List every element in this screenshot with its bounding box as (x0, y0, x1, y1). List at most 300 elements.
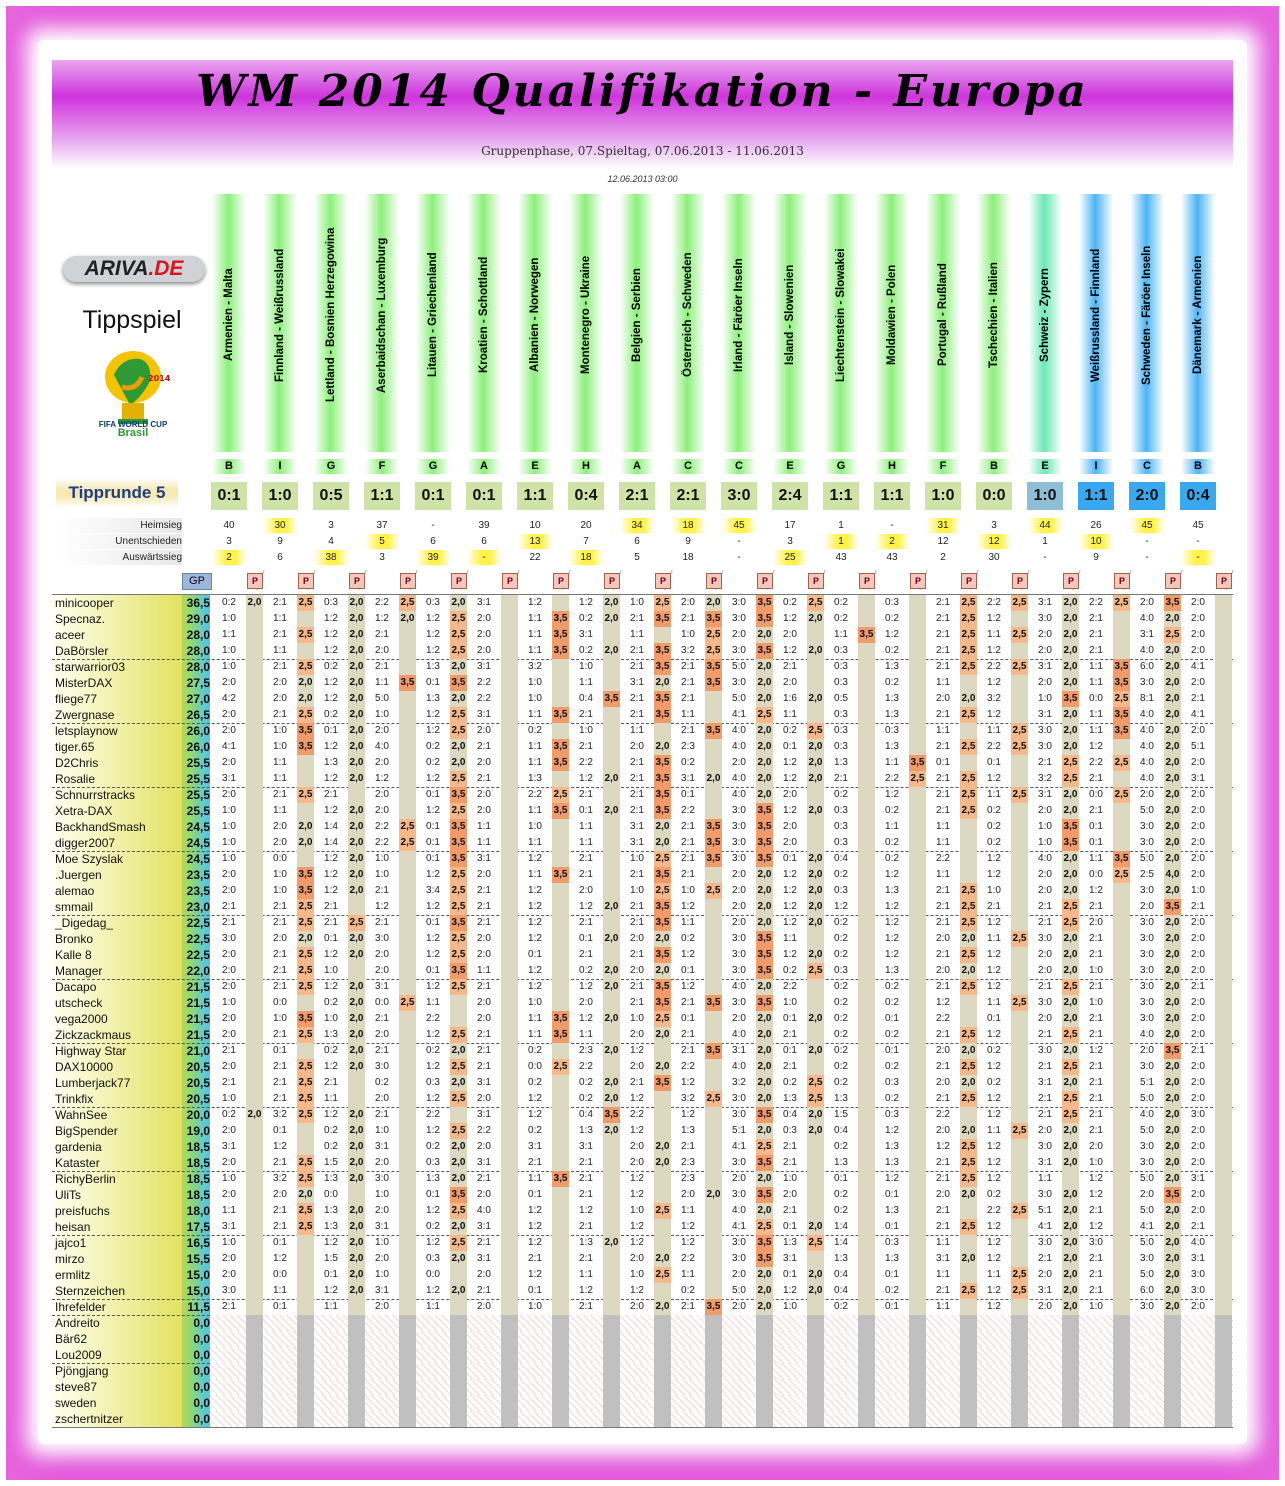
match-stat: 17 (784, 520, 796, 531)
points-header[interactable]: P (1165, 573, 1181, 589)
tip-cell (671, 1299, 722, 1315)
tip-value: 0:2 (987, 837, 1001, 848)
tip-points: 2,0 (1062, 627, 1079, 643)
points-header[interactable]: P (808, 573, 824, 589)
tip-value: 2:1 (1038, 1093, 1052, 1104)
points-header[interactable]: P (400, 573, 416, 589)
tip-points: 2,5 (960, 611, 977, 627)
table-row[interactable] (52, 1011, 1233, 1027)
player-name[interactable]: heisan (55, 1220, 91, 1234)
table-row[interactable] (52, 1171, 1233, 1187)
table-row[interactable] (52, 1395, 1233, 1411)
tip-points (297, 1235, 314, 1251)
tip-points: 2,0 (450, 595, 467, 611)
player-name[interactable]: BigSpender (55, 1124, 118, 1138)
player-name[interactable]: zschertnitzer (55, 1412, 124, 1426)
table-row[interactable] (52, 1203, 1233, 1219)
match-stat: 22 (529, 552, 541, 563)
player-name[interactable]: letsplaynow (55, 724, 118, 738)
tip-cell (212, 899, 263, 915)
table-row[interactable] (52, 1027, 1233, 1044)
tip-cell (722, 707, 773, 723)
table-row[interactable] (52, 819, 1233, 835)
gp-header[interactable]: GP (182, 573, 212, 590)
tip-cell (926, 1155, 977, 1171)
player-name[interactable]: Dacapo (55, 980, 97, 994)
player-name[interactable]: Trinkfix (55, 1092, 94, 1106)
tip-points: 3,5 (552, 803, 569, 819)
tip-value: 0:2 (885, 981, 899, 992)
player-name[interactable]: Rosalie (55, 772, 96, 786)
match-name[interactable]: Litauen - Griechenland (427, 252, 439, 378)
tip-cell (620, 643, 671, 659)
points-header[interactable]: P (1216, 573, 1232, 589)
tip-points (909, 995, 926, 1011)
tip-cell (722, 947, 773, 963)
points-header[interactable]: P (1114, 573, 1130, 589)
table-row[interactable] (52, 1331, 1233, 1347)
table-row[interactable] (52, 1363, 1233, 1379)
match-name[interactable]: Schweiz - Zypern (1039, 268, 1051, 362)
tip-points (246, 1171, 263, 1187)
table-row[interactable] (52, 707, 1233, 724)
points-header[interactable]: P (247, 573, 263, 589)
table-row[interactable] (52, 1299, 1233, 1316)
tip-points: 2,5 (654, 1011, 671, 1027)
tip-cell (620, 611, 671, 627)
tip-value: 1:1 (579, 1029, 593, 1040)
tip-cell (416, 627, 467, 643)
player-name[interactable]: UliTs (55, 1188, 81, 1202)
player-name[interactable]: Manager (55, 964, 103, 978)
points-header[interactable]: P (706, 573, 722, 589)
tip-points (246, 707, 263, 723)
tip-points (705, 1171, 722, 1187)
cup-caption-line2: Brasil (117, 427, 149, 439)
table-row[interactable] (52, 723, 1233, 739)
tip-points (501, 1139, 518, 1155)
match-name[interactable]: Belgien - Serbien (631, 268, 643, 362)
tip-cell (365, 931, 416, 947)
player-name[interactable]: jajco1 (55, 1236, 87, 1250)
match-name[interactable]: Moldawien - Polen (886, 264, 898, 366)
player-name[interactable]: Bär62 (55, 1332, 88, 1346)
tip-value: 0:3 (834, 677, 848, 688)
table-row[interactable] (52, 787, 1233, 803)
tip-value: 0:2 (885, 837, 899, 848)
player-name[interactable]: .Juergen (55, 868, 102, 882)
tip-cell (824, 1011, 875, 1027)
tip-cell (263, 995, 314, 1011)
tip-points (858, 739, 875, 755)
tip-points (909, 611, 926, 627)
tip-value: 1:1 (579, 821, 593, 832)
tip-points: 2,0 (1062, 867, 1079, 883)
player-name[interactable]: Xetra-DAX (55, 804, 113, 818)
tip-cell (569, 1043, 620, 1059)
player-name[interactable]: utscheck (55, 996, 103, 1010)
tip-value: 8:1 (1140, 693, 1154, 704)
tip-cell (263, 723, 314, 739)
player-name[interactable]: Bronko (55, 932, 94, 946)
player-name[interactable]: steve87 (55, 1380, 98, 1394)
table-row[interactable] (52, 835, 1233, 852)
tip-cell (212, 1283, 263, 1299)
match-name[interactable]: Armenien - Malta (223, 268, 235, 362)
table-row[interactable] (52, 1315, 1233, 1331)
tip-value: 2:2 (987, 741, 1001, 752)
tip-cell (569, 611, 620, 627)
table-row[interactable] (52, 739, 1233, 755)
player-name[interactable]: Pjöngjang (55, 1364, 109, 1378)
match-stat: 43 (835, 552, 847, 563)
player-name[interactable]: minicooper (55, 596, 114, 610)
table-row[interactable] (52, 675, 1233, 691)
tip-value: 2:1 (936, 1061, 950, 1072)
tip-cell (977, 771, 1028, 787)
tip-points (858, 1043, 875, 1059)
tip-cell (416, 995, 467, 1011)
table-row[interactable] (52, 1059, 1233, 1075)
table-row[interactable] (52, 1075, 1233, 1091)
player-name[interactable]: Highway Star (55, 1044, 127, 1058)
player-name[interactable]: fliege77 (55, 692, 98, 706)
table-row[interactable] (52, 803, 1233, 819)
tip-cell (824, 1267, 875, 1283)
tip-value: 2:0 (1191, 1141, 1205, 1152)
tip-value: 1:0 (222, 853, 236, 864)
table-row[interactable] (52, 611, 1233, 627)
player-name[interactable]: Andreito (55, 1316, 100, 1330)
tip-points (246, 1027, 263, 1043)
table-row[interactable] (52, 1283, 1233, 1300)
tip-cell (773, 1027, 824, 1043)
player-name[interactable]: D2Chris (55, 756, 99, 770)
player-points: 22,0 (186, 964, 210, 978)
points-header[interactable]: P (910, 573, 926, 589)
player-name[interactable]: BackhandSmash (55, 820, 146, 834)
tip-points (858, 675, 875, 691)
table-row[interactable] (52, 1043, 1233, 1059)
tip-value: 1:2 (783, 885, 797, 896)
table-row[interactable] (52, 899, 1233, 916)
player-name[interactable]: DAX10000 (55, 1060, 114, 1074)
tip-points (1113, 1059, 1130, 1075)
tip-cell (518, 1283, 569, 1299)
player-name[interactable]: Lumberjack77 (55, 1076, 131, 1090)
points-header[interactable]: P (553, 573, 569, 589)
tip-cell (365, 1187, 416, 1203)
tip-points (960, 1107, 977, 1123)
player-name[interactable]: Zickzackmaus (55, 1028, 132, 1042)
table-row[interactable] (52, 755, 1233, 771)
ariva-logo[interactable] (63, 256, 205, 282)
tip-cell (671, 739, 722, 755)
table-row[interactable] (52, 867, 1233, 883)
tip-points: 3,5 (552, 611, 569, 627)
table-row[interactable] (52, 643, 1233, 660)
player-name[interactable]: Schnurrstracks (55, 788, 136, 802)
tip-points: 2,0 (450, 1075, 467, 1091)
tip-points: 2,0 (348, 1059, 365, 1075)
match-stat: 43 (886, 552, 898, 563)
table-row[interactable] (52, 1347, 1233, 1364)
tip-cell (824, 899, 875, 915)
tip-value: 1:0 (375, 1269, 389, 1280)
match-name[interactable]: Irland - Färöer Inseln (733, 258, 745, 372)
match-name[interactable]: Montenegro - Ukraine (580, 255, 592, 375)
tip-value: 3:0 (1038, 1141, 1052, 1152)
tip-cell (365, 627, 416, 643)
tip-value: 1:0 (630, 597, 644, 608)
table-row[interactable] (52, 851, 1233, 867)
player-name[interactable]: Kataster (55, 1156, 100, 1170)
player-name[interactable]: _Digedag_ (55, 916, 114, 930)
table-row[interactable] (52, 1219, 1233, 1236)
match-name[interactable]: Portugal - Rußland (937, 263, 949, 367)
tip-points: 2,0 (1062, 787, 1079, 803)
tip-points: 2,0 (1164, 1107, 1181, 1123)
player-name[interactable]: preisfuchs (55, 1204, 110, 1218)
tip-value: 2:1 (630, 869, 644, 880)
tip-cell (722, 819, 773, 835)
match-name[interactable]: Dänemark - Armenien (1192, 255, 1204, 375)
tip-points (705, 691, 722, 707)
table-row[interactable] (52, 1139, 1233, 1155)
match-name[interactable]: Weißrussland - Finnland (1090, 248, 1102, 382)
match-name[interactable]: Kroatien - Schottland (478, 256, 490, 374)
tip-cell (263, 1171, 314, 1187)
tip-cell (467, 1043, 518, 1059)
match-name[interactable]: Albanien - Norwegen (529, 257, 541, 373)
tip-points (807, 627, 824, 643)
table-row[interactable] (52, 771, 1233, 788)
tip-points: 2,0 (348, 1027, 365, 1043)
tip-value: 4:2 (222, 693, 236, 704)
table-row[interactable] (52, 595, 1233, 611)
tip-points (501, 611, 518, 627)
tip-points: 2,0 (348, 675, 365, 691)
tip-cell (722, 787, 773, 803)
empty-points-cell (858, 1315, 875, 1331)
points-header[interactable]: P (298, 573, 314, 589)
tip-cell (926, 1043, 977, 1059)
empty-points-cell (1215, 1395, 1232, 1411)
tip-points: 2,0 (1164, 707, 1181, 723)
points-header[interactable]: P (859, 573, 875, 589)
tip-value: 3:0 (222, 1285, 236, 1296)
table-row[interactable] (52, 1251, 1233, 1267)
tip-cell (671, 915, 722, 931)
player-name[interactable]: aceer (55, 628, 86, 642)
tip-value: 3:1 (1038, 1077, 1052, 1088)
tip-value: 2:1 (783, 661, 797, 672)
tip-points (603, 1059, 620, 1075)
match-name[interactable]: Schweden - Färöer Inseln (1141, 245, 1153, 385)
points-header[interactable]: P (349, 573, 365, 589)
tip-value: 1:2 (885, 869, 899, 880)
player-name[interactable]: smmail (55, 900, 93, 914)
player-name[interactable]: Kalle 8 (55, 948, 92, 962)
tip-value: 2:1 (630, 917, 644, 928)
player-name[interactable]: Ihrefelder (55, 1300, 106, 1314)
player-name[interactable]: Moe Szyslak (55, 852, 124, 866)
tip-points (858, 1059, 875, 1075)
points-header[interactable]: P (1012, 573, 1028, 589)
player-name[interactable]: mirzo (55, 1252, 85, 1266)
match-name[interactable]: Island - Slowenien (784, 264, 796, 366)
tip-value: 1:0 (375, 709, 389, 720)
tip-value: 3:0 (1038, 1189, 1052, 1200)
tip-points (858, 1235, 875, 1251)
tip-points: 2,0 (603, 611, 620, 627)
tip-value: 1:1 (273, 613, 287, 624)
tip-points: 2,5 (654, 883, 671, 899)
tip-cell (1079, 1107, 1130, 1123)
tip-cell (1181, 1107, 1232, 1123)
match-name[interactable]: Finnland - Weißrussland (274, 248, 286, 382)
player-name[interactable]: WahnSee (55, 1108, 108, 1122)
tip-value: 3:1 (1038, 709, 1052, 720)
tip-value: 4:0 (732, 773, 746, 784)
tip-points: 2,0 (807, 1283, 824, 1299)
table-row[interactable] (52, 915, 1233, 931)
tip-points: 2,0 (807, 691, 824, 707)
tip-cell (569, 627, 620, 643)
tip-value: 1:2 (324, 1285, 338, 1296)
tip-points (1113, 1251, 1130, 1267)
player-name[interactable]: MisterDAX (55, 676, 113, 690)
table-row[interactable] (52, 1411, 1233, 1427)
tip-value: 2:0 (477, 1189, 491, 1200)
tip-value: 1:0 (222, 1173, 236, 1184)
table-row[interactable] (52, 1123, 1233, 1139)
table-row[interactable] (52, 1091, 1233, 1108)
points-header[interactable]: P (604, 573, 620, 589)
points-header[interactable]: P (961, 573, 977, 589)
tip-cell (722, 1059, 773, 1075)
table-row[interactable] (52, 947, 1233, 963)
tip-points: 2,0 (1164, 835, 1181, 851)
tip-points: 2,5 (450, 931, 467, 947)
tip-points (858, 1251, 875, 1267)
match-name[interactable]: Liechtenstein - Slowakei (835, 248, 847, 382)
tip-points (960, 1011, 977, 1027)
tip-points (1011, 1235, 1028, 1251)
tip-value: 2:1 (936, 917, 950, 928)
tip-points: 2,0 (756, 915, 773, 931)
points-header[interactable]: P (1063, 573, 1079, 589)
tip-value: 2:2 (885, 773, 899, 784)
table-row[interactable] (52, 1187, 1233, 1203)
tip-value: 5:0 (732, 1285, 746, 1296)
player-name[interactable]: Zwergnase (55, 708, 115, 722)
tip-cell (1028, 627, 1079, 643)
player-name[interactable]: sweden (55, 1396, 97, 1410)
table-row[interactable] (52, 963, 1233, 980)
tip-cell (620, 915, 671, 931)
player-name[interactable]: Lou2009 (55, 1348, 102, 1362)
match-stat: 9 (277, 536, 283, 547)
tip-points (552, 1283, 569, 1299)
tip-cell (1079, 675, 1130, 691)
tip-value: 2:1 (1089, 1125, 1103, 1136)
player-name[interactable]: starwarrior03 (55, 660, 126, 674)
tip-points (654, 1219, 671, 1235)
tip-cell (977, 947, 1028, 963)
player-name[interactable]: digger2007 (55, 836, 116, 850)
tip-points (807, 1203, 824, 1219)
tip-cell (416, 931, 467, 947)
table-row[interactable] (52, 691, 1233, 707)
player-name[interactable]: ermlitz (55, 1268, 91, 1282)
player-name[interactable]: Sternzeichen (55, 1284, 126, 1298)
points-header[interactable]: P (757, 573, 773, 589)
tip-value: 2:1 (681, 613, 695, 624)
table-row[interactable] (52, 883, 1233, 899)
tip-value: 2:1 (1089, 981, 1103, 992)
tip-points: 2,5 (960, 1091, 977, 1107)
tip-value: 1:0 (630, 1013, 644, 1024)
table-row[interactable] (52, 995, 1233, 1011)
tip-points: 2,0 (1164, 755, 1181, 771)
tip-points: 2,5 (348, 915, 365, 931)
match-name[interactable]: Tschechien - Italien (988, 262, 1000, 368)
tip-cell (824, 1187, 875, 1203)
tip-cell (1079, 1283, 1130, 1299)
tip-points (1215, 947, 1232, 963)
match-name[interactable]: Lettland - Bosnien Herzegowina (325, 227, 337, 403)
player-name[interactable]: alemao (55, 884, 95, 898)
tip-cell (1079, 819, 1130, 835)
player-name[interactable]: Specnaz. (55, 612, 106, 626)
empty-points-cell (603, 1411, 620, 1427)
player-name[interactable]: gardenia (55, 1140, 102, 1154)
points-header[interactable]: P (502, 573, 518, 589)
table-row[interactable] (52, 627, 1233, 643)
player-name[interactable]: vega2000 (55, 1012, 108, 1026)
table-row[interactable] (52, 1155, 1233, 1172)
tip-points (399, 1155, 416, 1171)
match-name[interactable]: Aserbaidschan - Luxemburg (376, 237, 388, 393)
player-name[interactable]: DaBörsler (55, 644, 109, 658)
points-header[interactable]: P (655, 573, 671, 589)
tip-cell (1028, 1011, 1079, 1027)
tip-points: 3,5 (756, 1107, 773, 1123)
table-row[interactable] (52, 1107, 1233, 1123)
tip-cell (314, 771, 365, 787)
player-name[interactable]: tiger.65 (55, 740, 95, 754)
tip-value: 1:2 (987, 1301, 1001, 1312)
tip-value: 2:1 (324, 1077, 338, 1088)
tip-value: 2:0 (1191, 933, 1205, 944)
tip-value: 3:1 (477, 1221, 491, 1232)
table-row[interactable] (52, 979, 1233, 995)
stat-label-draw: Unentschieden (58, 534, 182, 549)
match-name[interactable]: Österreich - Schweden (682, 252, 694, 378)
tip-points: 3,5 (1113, 851, 1130, 867)
table-row[interactable] (52, 1235, 1233, 1251)
tip-value: 0:2 (579, 645, 593, 656)
player-name[interactable]: RichyBerlin (55, 1172, 116, 1186)
table-row[interactable] (52, 931, 1233, 947)
tip-cell (1079, 1027, 1130, 1043)
points-header[interactable]: P (451, 573, 467, 589)
table-row[interactable] (52, 659, 1233, 675)
table-row[interactable] (52, 1267, 1233, 1283)
tip-value: 1:1 (1089, 725, 1103, 736)
table-row[interactable] (52, 1379, 1233, 1395)
